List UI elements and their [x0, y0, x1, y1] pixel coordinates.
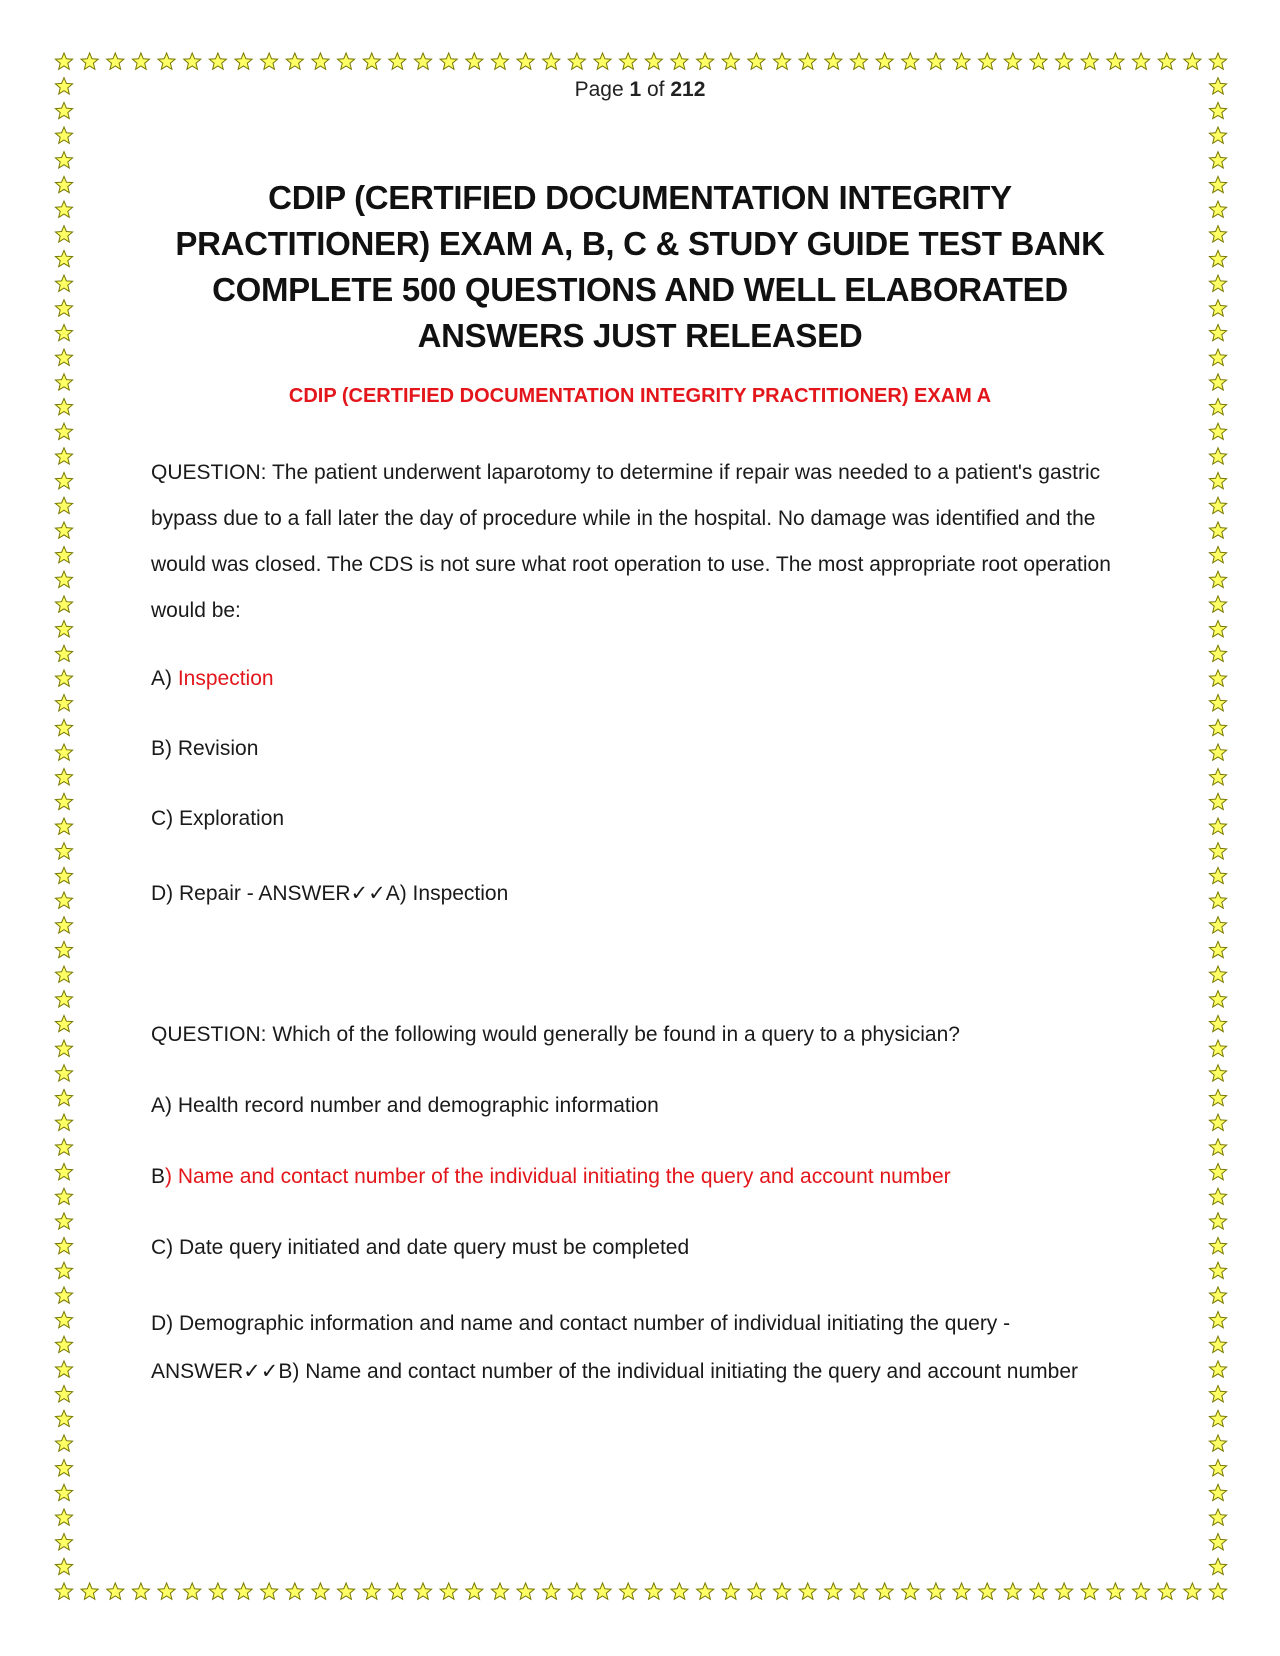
- question-1-option-c: C) Exploration: [151, 807, 285, 830]
- question-1-option-a: [151, 667, 274, 691]
- page-total: 212: [670, 78, 706, 101]
- question-1-option-b: B) Revision: [151, 737, 259, 760]
- option-b-prefix: B: [151, 1165, 166, 1188]
- question-1-text: QUESTION: The patient underwent laparotomy to determine if repair was needed to a patient's gastric bypass due to a fall later the day of procedure while in the hospital. No damage was identified and the would was closed. The CDS is not sure what root operation to use. The most appropriate root operation would be:: [151, 461, 1111, 622]
- page-number: [0, 78, 1280, 102]
- question-2-option-d: D) Demographic information and name and contact number of individual initiating the query - ANSWER✓✓B) Name and contact number of the individual initiating the query and account number: [151, 1312, 1079, 1383]
- question-1-option-d: D) Repair - ANSWER✓✓A) Inspection: [151, 882, 509, 905]
- page-label: Page: [574, 78, 624, 101]
- page-of-label: of: [647, 78, 665, 101]
- question-2-text: QUESTION: Which of the following would generally be found in a query to a physician?: [151, 1023, 960, 1046]
- page-current: 1: [629, 78, 642, 101]
- exam-heading: CDIP (CERTIFIED DOCUMENTATION INTEGRITY PRACTITIONER) EXAM A: [288, 385, 992, 407]
- document-title: CDIP (CERTIFIED DOCUMENTATION INTEGRITY PRACTITIONER) EXAM A, B, C & STUDY GUIDE TEST BANK COMPLETE 500 QUESTIONS AND WELL ELABORATED ANSWERS JUST RELEASED: [175, 179, 1105, 354]
- question-2-option-b: [151, 1165, 951, 1189]
- option-a-prefix: A): [151, 667, 178, 690]
- question-1: [151, 450, 1131, 634]
- option-a-correct-text: Inspection: [177, 667, 274, 690]
- question-2-option-a: A) Health record number and demographic information: [151, 1094, 659, 1117]
- question-2-option-c: C) Date query initiated and date query must be completed: [151, 1236, 690, 1259]
- option-b-correct-text: ) Name and contact number of the individual initiating the query and account number: [165, 1165, 951, 1188]
